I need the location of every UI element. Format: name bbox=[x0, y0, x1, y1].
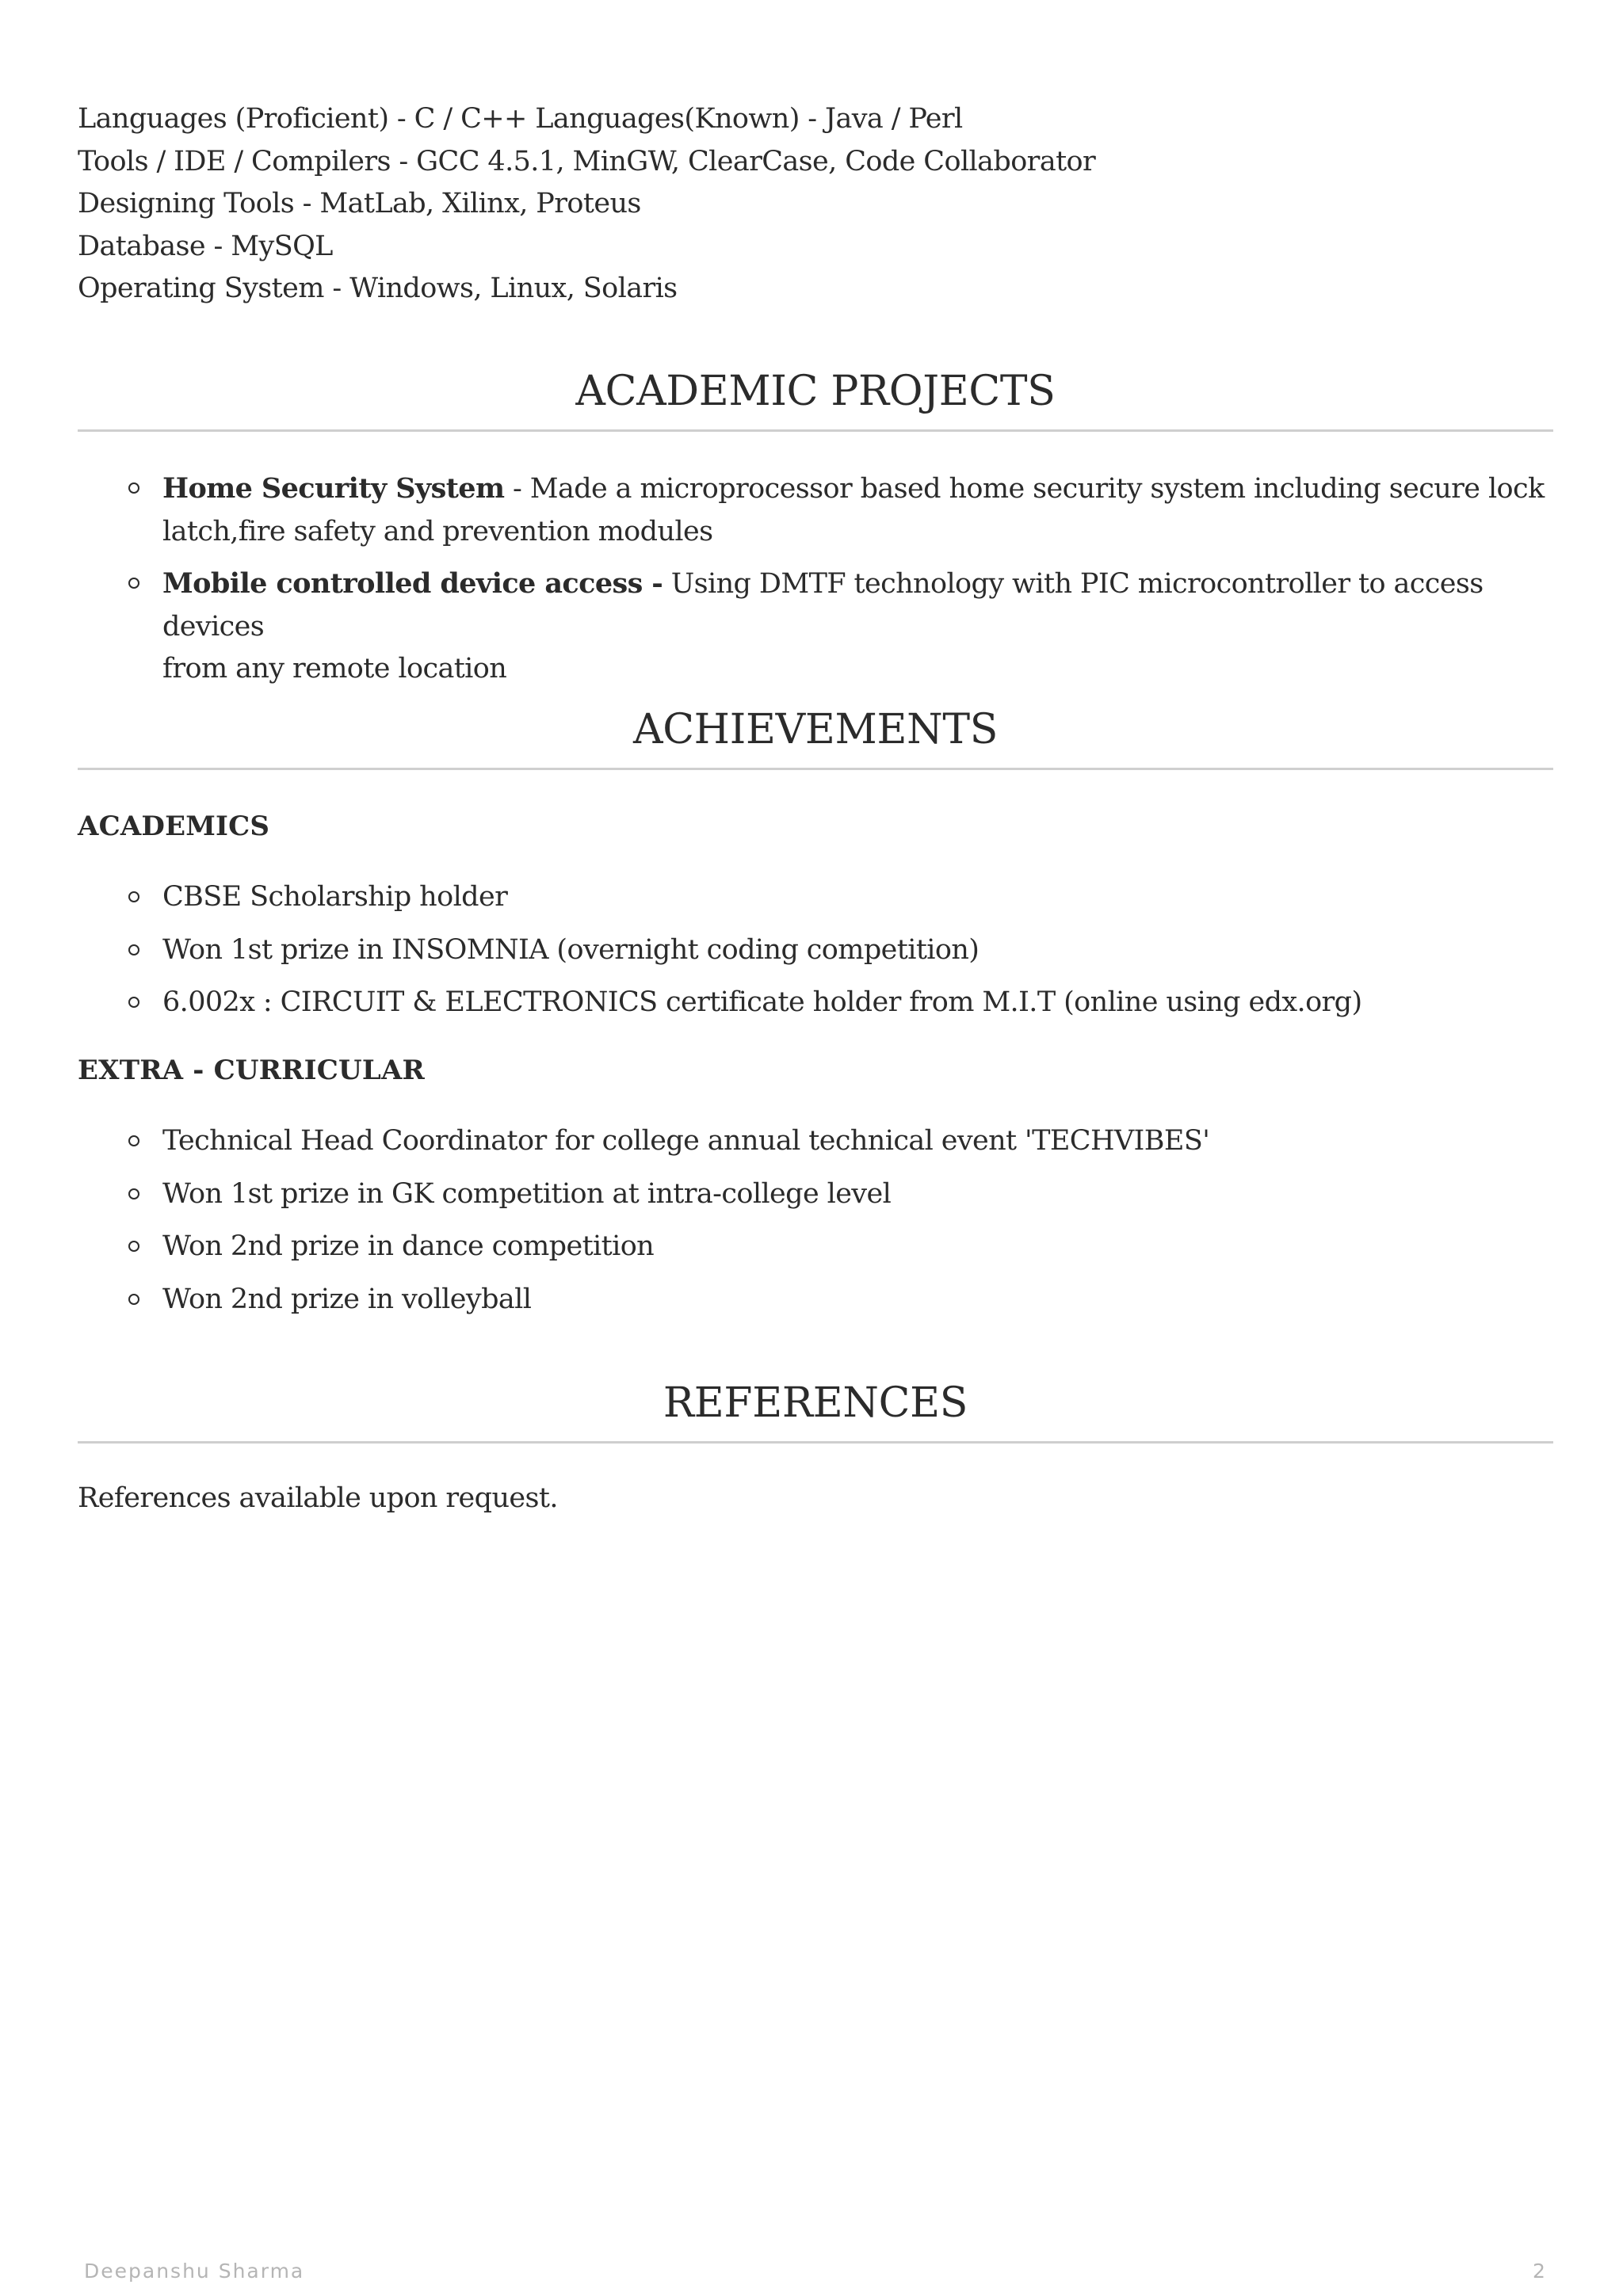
skill-languages: Languages (Proficient) - C / C++ Languages(Known) - Java / Perl bbox=[78, 103, 963, 135]
project-separator: - bbox=[504, 473, 530, 505]
list-item bbox=[78, 1226, 1553, 1268]
skill-operating-system: Operating System - Windows, Linux, Solaris bbox=[78, 273, 678, 304]
section-divider bbox=[78, 429, 1553, 432]
circle-bullet-icon bbox=[128, 1294, 139, 1305]
extra-curricular-list bbox=[78, 1120, 1553, 1321]
footer-author: Deepanshu Sharma bbox=[84, 2260, 305, 2283]
list-item bbox=[78, 876, 1553, 919]
project-title: Home Security System bbox=[162, 472, 505, 505]
section-divider bbox=[78, 768, 1553, 770]
project-description-cont: latch,fire safety and prevention modules bbox=[162, 515, 713, 547]
references-text: References available upon request. bbox=[78, 1482, 558, 1514]
project-description: Made a microprocessor based home security system including secure lock bbox=[529, 473, 1545, 505]
skill-database: Database - MySQL bbox=[78, 230, 333, 262]
list-item bbox=[78, 1173, 1553, 1216]
circle-bullet-icon bbox=[128, 997, 139, 1008]
project-title: Mobile controlled device access - bbox=[162, 567, 663, 600]
achievement-text: Won 1st prize in GK competition at intra-college level bbox=[162, 1177, 892, 1210]
section-divider bbox=[78, 1441, 1553, 1444]
academics-subheading: ACADEMICS bbox=[78, 810, 270, 842]
achievements-heading: ACHIEVEMENTS bbox=[632, 706, 999, 753]
circle-bullet-icon bbox=[128, 1241, 139, 1252]
references-heading: REFERENCES bbox=[663, 1379, 968, 1427]
list-item bbox=[78, 1120, 1553, 1163]
references-section bbox=[78, 1379, 1553, 1444]
circle-bullet-icon bbox=[128, 891, 139, 902]
list-item bbox=[78, 929, 1553, 972]
academic-projects-section bbox=[78, 368, 1553, 432]
list-item bbox=[78, 467, 1553, 553]
achievement-text: 6.002x : CIRCUIT & ELECTRONICS certificate holder from M.I.T (online using edx.org) bbox=[162, 986, 1362, 1018]
skill-designing-tools: Designing Tools - MatLab, Xilinx, Proteus bbox=[78, 188, 641, 219]
circle-bullet-icon bbox=[128, 578, 139, 589]
circle-bullet-icon bbox=[128, 944, 139, 955]
achievement-text: Technical Head Coordinator for college annual technical event 'TECHVIBES' bbox=[162, 1125, 1210, 1157]
academic-projects-list bbox=[78, 467, 1553, 691]
achievement-text: Won 1st prize in INSOMNIA (overnight coding competition) bbox=[162, 933, 980, 966]
circle-bullet-icon bbox=[128, 1135, 139, 1146]
extra-curricular-subheading: EXTRA - CURRICULAR bbox=[78, 1055, 425, 1086]
project-description: Using DMTF technology with PIC microcontroller to access devices bbox=[162, 568, 1484, 643]
list-item bbox=[78, 1279, 1553, 1322]
footer-page-number: 2 bbox=[1533, 2260, 1547, 2283]
skills-block bbox=[78, 98, 1095, 311]
list-item bbox=[78, 563, 1553, 691]
achievement-text: Won 2nd prize in volleyball bbox=[162, 1283, 532, 1315]
project-separator bbox=[663, 568, 671, 600]
academic-projects-heading: ACADEMIC PROJECTS bbox=[575, 368, 1056, 415]
achievement-text: CBSE Scholarship holder bbox=[162, 881, 508, 913]
skill-tools: Tools / IDE / Compilers - GCC 4.5.1, MinGW, ClearCase, Code Collaborator bbox=[78, 145, 1096, 177]
achievements-section bbox=[78, 706, 1553, 770]
project-description-cont: from any remote location bbox=[162, 653, 507, 685]
academics-list bbox=[78, 876, 1553, 1024]
circle-bullet-icon bbox=[128, 1188, 139, 1199]
achievement-text: Won 2nd prize in dance competition bbox=[162, 1230, 655, 1262]
circle-bullet-icon bbox=[128, 482, 139, 494]
list-item bbox=[78, 982, 1553, 1024]
